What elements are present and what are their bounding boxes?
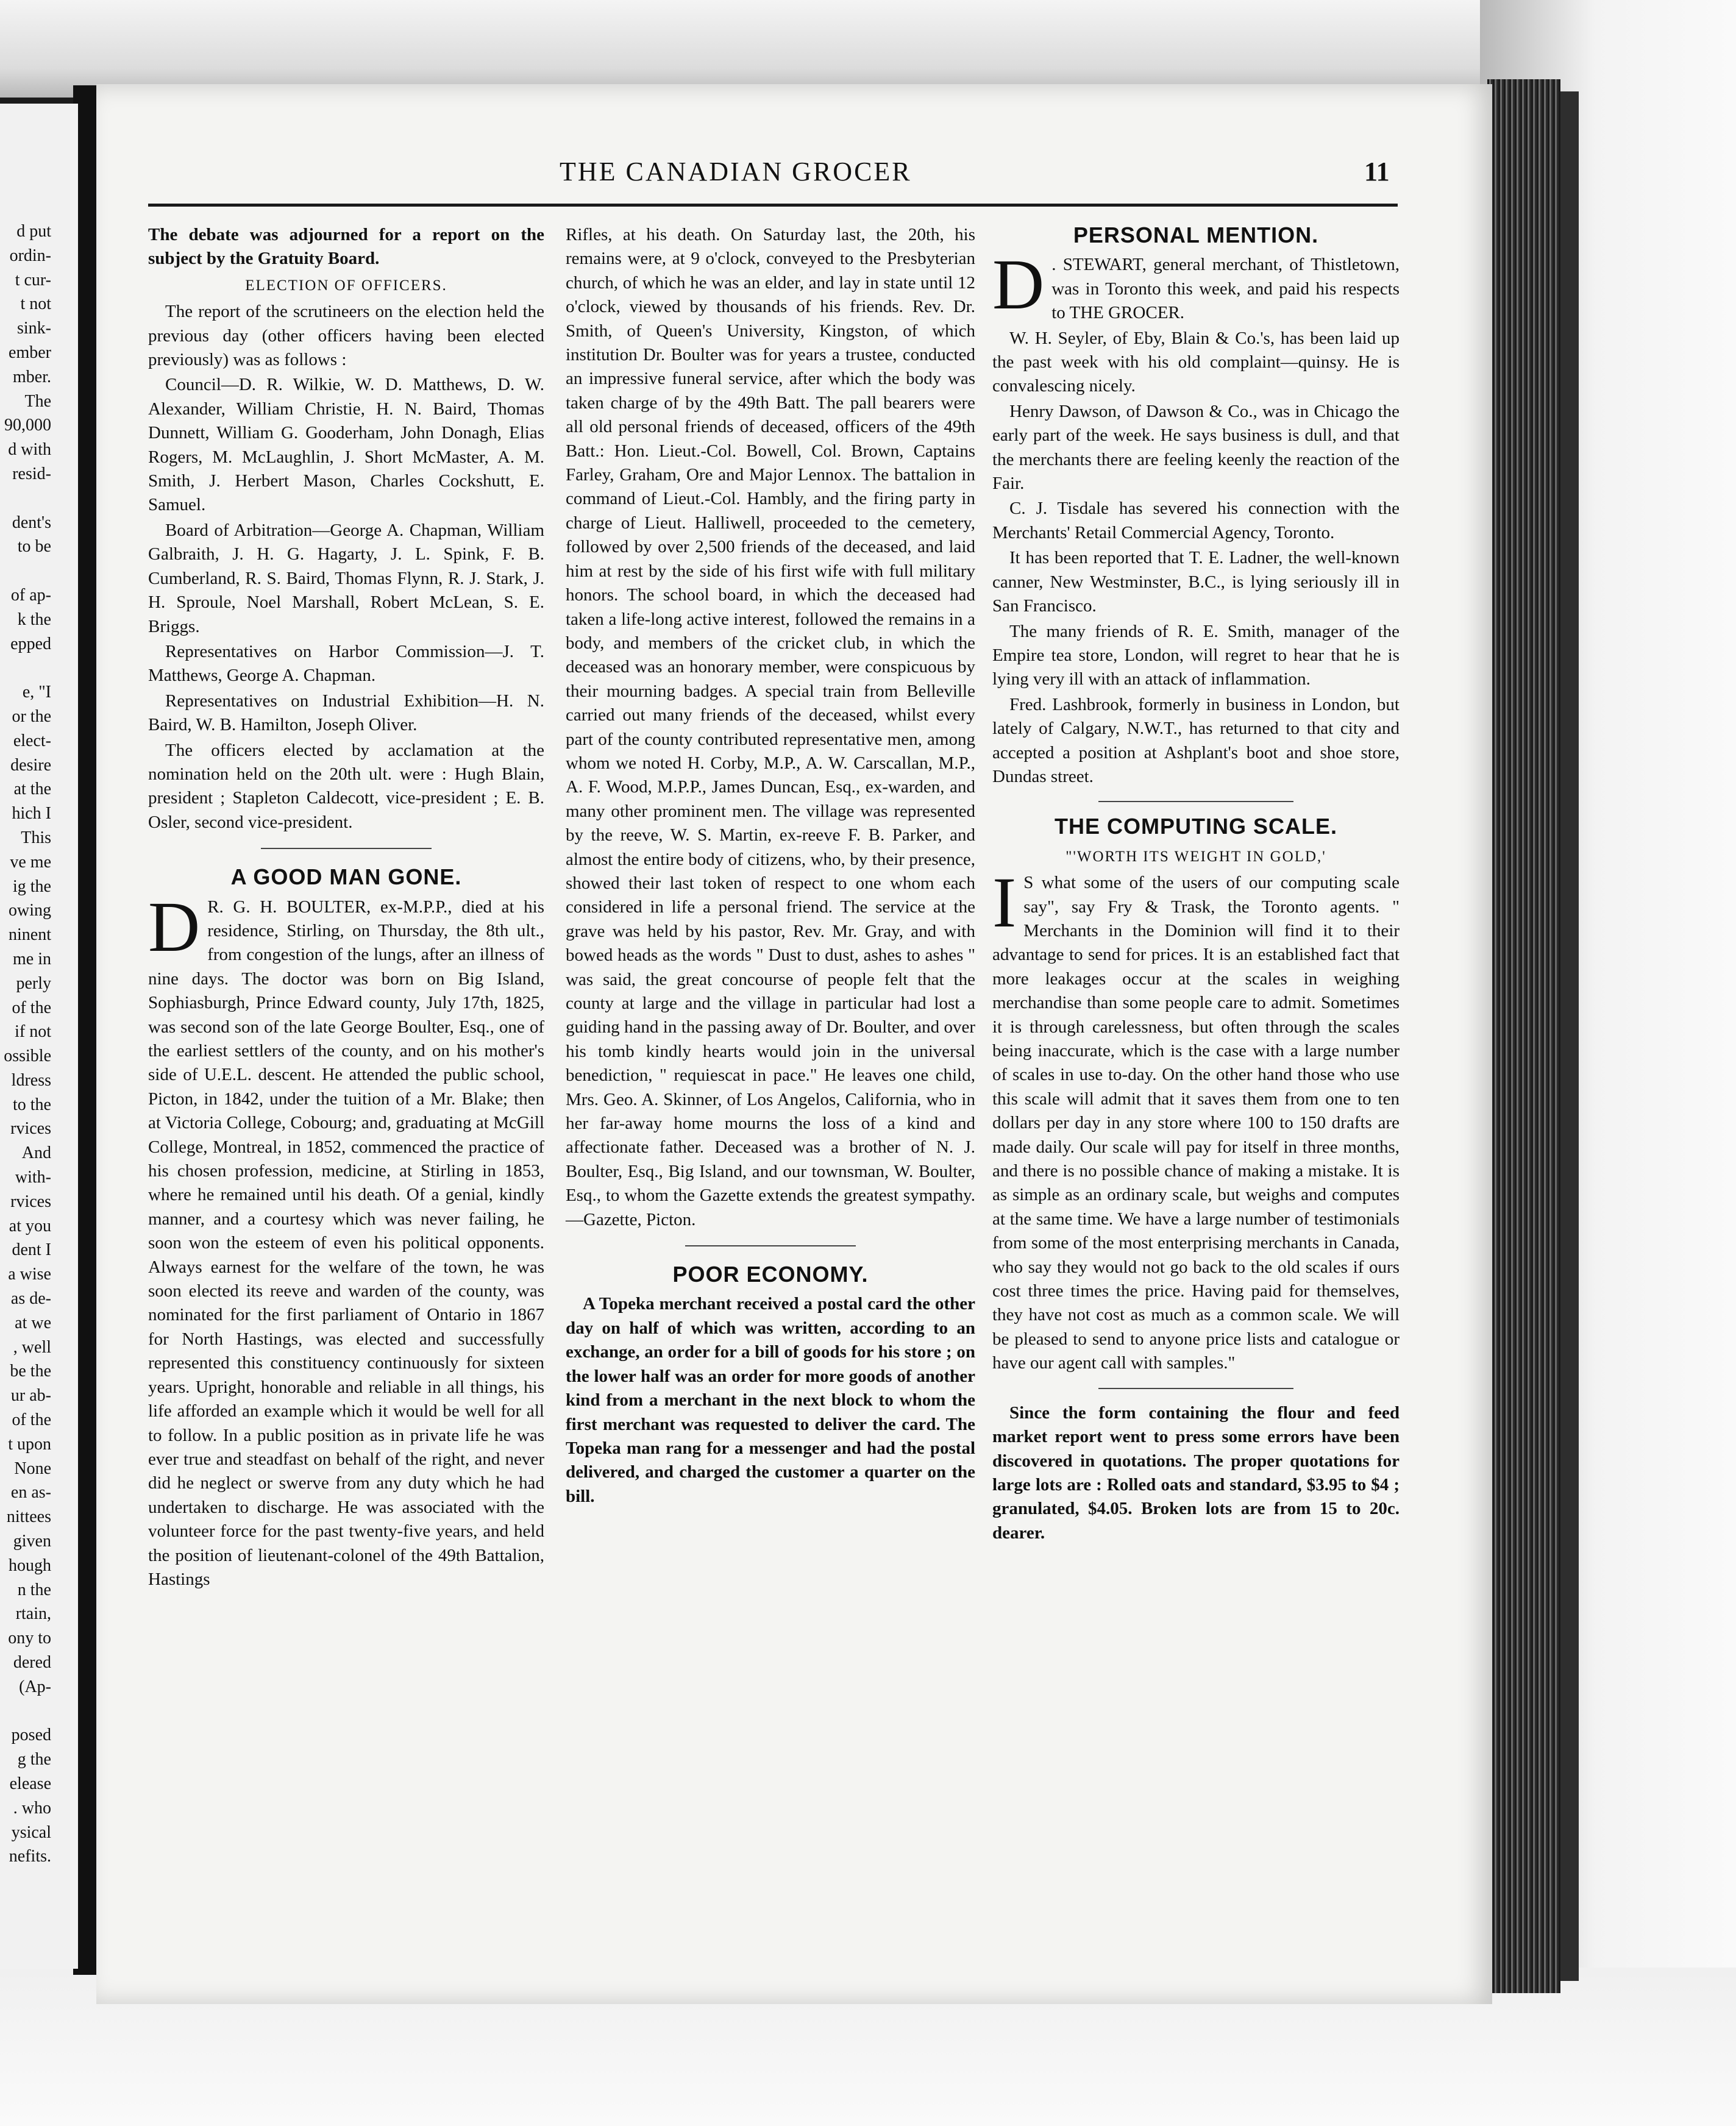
facing-page-fragment xyxy=(0,559,51,583)
facing-page-edge xyxy=(0,104,78,1969)
facing-page-fragment: (Ap- xyxy=(19,1677,51,1696)
facing-page-fragment: ldress xyxy=(11,1070,51,1090)
harbor-paragraph: Representatives on Harbor Commission—J. T. Matthews, George A. Chapman. xyxy=(148,641,544,686)
facing-page-fragment: nittees xyxy=(6,1507,51,1527)
arbitration-paragraph: Board of Arbitration—George A. Chapman, William Galbraith, J. H. G. Hagarty, J. L. Spink, F. B. Cumberland, R. S. Baird, Thomas Flynn, R. J. Stark, J. H. Sproule, Noel Marshall, Robert McLean, S. E. Briggs. xyxy=(148,520,544,636)
facing-page-fragment: And xyxy=(21,1143,51,1163)
facing-page-fragment: at we xyxy=(15,1313,51,1332)
facing-page-fragment: if not xyxy=(15,1022,51,1042)
facing-page-fragment: or the xyxy=(12,706,51,726)
facing-page-fragment: None xyxy=(14,1459,51,1478)
facing-page-fragment: e, "I xyxy=(22,683,51,702)
personal-dropcap: D xyxy=(992,244,1045,325)
facing-page-fragment: elease xyxy=(9,1774,51,1793)
facing-page-fragment: a wise xyxy=(8,1265,51,1284)
facing-page-fragment: ordin- xyxy=(9,246,51,265)
facing-page-fragment: ossible xyxy=(4,1047,51,1066)
facing-page-fragment: This xyxy=(21,828,51,847)
facing-page-fragment: dered xyxy=(13,1653,51,1673)
facing-page-fragment: to be xyxy=(17,537,51,556)
page-number: 11 xyxy=(1364,157,1390,187)
debate-paragraph: The debate was adjourned for a report on the subject by the Gratuity Board. xyxy=(148,225,544,269)
facing-page-fragment: owing xyxy=(9,901,51,920)
exhibition-paragraph: Representatives on Industrial Exhibition—H. N. Baird, W. B. Hamilton, Joseph Oliver. xyxy=(148,691,544,735)
scrutineers-paragraph: The report of the scrutineers on the election held the previous day (other officers having been elected previously) was as follows : xyxy=(148,302,544,370)
facing-page-fragment: of the xyxy=(12,1410,51,1430)
facing-page-fragment: t upon xyxy=(8,1434,51,1454)
facing-page-fragment: at you xyxy=(9,1216,51,1235)
facing-page-fragment: given xyxy=(13,1532,51,1551)
section-rule xyxy=(1098,801,1293,802)
facing-page-fragment: ysical xyxy=(11,1822,51,1842)
facing-page-fragment: elect- xyxy=(13,731,51,750)
facing-page-fragment: hough xyxy=(9,1555,51,1575)
seyler-paragraph: W. H. Seyler, of Eby, Blain & Co.'s, has been laid up the past week with his old complaint—quinsy. He is convalescing nicely. xyxy=(992,328,1400,396)
facing-page-fragment: g the xyxy=(17,1750,51,1769)
stewart-text: . STEWART, general merchant, of Thistletown, was in Toronto this week, and paid his respects to THE GROCER. xyxy=(1051,255,1400,323)
facing-page-fragment: at the xyxy=(13,780,51,799)
running-head xyxy=(96,156,1492,193)
acclamation-paragraph: The officers elected by acclamation at the nomination held on the 20th ult. were : Hugh Blain, president ; Stapleton Caldecott, vice-president ; E. B. Osler, second vice-president. xyxy=(148,740,544,832)
facing-page-fragment: d put xyxy=(16,222,51,241)
boulter-continued: Rifles, at his death. On Saturday last, the 20th, his remains were, at 9 o'clock, conveyed to the Presbyterian church, of which he was an elder, and lay in state until 12 o'clock, viewed by thousands of his friends. Rev. Dr. Smith, of Queen's University, Kingston, of which institution Dr. Boulter was for years a trustee, conducted an impressive funeral service, after which the body was taken charge of by the 49th Batt. The pall bearers were all old personal friends of deceased, officers of the 49th Batt.: Hon. Lieut.-Col. Bowell, Col. Brown, Captains Farley, Graham, Ore and Major Lennox. The battalion in command of Lieut.-Col. Hambly, and the firing party in charge of Lieut. Halliwell, proceeded to the cemetery, followed by over 2,500 friends of the deceased, and laid him at rest by the side of his first wife with full military honors. The school board, in which the deceased had taken a life-long active interest, followed the remains in a body, and members of the cricket club, in which the deceased was an honorary member, were conspicuous by their mourning badges. A special train from Belleville carried out many friends of the deceased, whilst every part of the county contributed representative men, among whom we noted H. Corby, M.P., A. W. Carscallan, M.P., A. F. Wood, M.P.P., James Duncan, Esq., ex-warden, and many other prominent men. The village was represented by the reeve, W. S. Martin, ex-reeve F. B. Parker, and almost the entire body of citizens, who, by their presence, showed their last token of respect to one whom each considered in life a personal friend. The service at the grave was held by his pastor, Rev. Mr. Gray, and with bowed heads as the words " Dust to dust, ashes to ashes " was said, the great concourse of people felt that the county at large and the village in particular had lost a guiding hand in the passing away of Dr. Boulter, and over his tomb kindly hearts would join in the universal benediction, " requiescat in pace." He leaves one child, Mrs. Geo. A. Skinner, of Los Angelos, California, who in her far-away home mourns the loss of a kind and affectionate father. Deceased was a brother of N. J. Boulter, Esq., Big Island, and our townsman, W. Boulter, Esq., to whom the Gazette extends the greatest sympathy.—Gazette, Picton. xyxy=(566,225,975,1229)
facing-page-fragment: ony to xyxy=(8,1629,51,1648)
facing-page-fragment: t not xyxy=(20,294,51,314)
facing-page-fragment: ur ab- xyxy=(10,1386,51,1406)
facing-page-fragment: The xyxy=(24,391,51,411)
facing-page-fragment: n the xyxy=(17,1580,51,1599)
election-heading: ELECTION OF OFFICERS. xyxy=(245,277,447,294)
facing-page-fragment xyxy=(0,486,51,511)
facing-page-fragment: d with xyxy=(8,440,51,460)
facing-page-fragment: ig the xyxy=(13,876,51,896)
good-man-heading: A GOOD MAN GONE. xyxy=(230,864,462,890)
facing-page-fragment: t cur- xyxy=(15,270,51,290)
facing-page-fragments xyxy=(0,104,78,1869)
book-cover-edge xyxy=(1560,91,1579,1981)
computing-text: S what some of the users of our computing scale say", say Fry & Trask, the Toronto agents. " Merchants in the Dominion will find it to their advantage to send for prices. It is an established fact that more leakages occur at the scales in weighing merchandise than some people care to admit. Sometimes it is through carelessness, but often through the scales being inaccurate, which is the case with a large number of scales in use to-day. On the other hand those who use this scale will admit that it saves them from one to ten dollars per day in any store where 100 to 150 drafts are made daily. Our scale will pay for itself in three months, and there is no possible chance of making a mistake. It is as simple as an ordinary scale, but weighs and computes at the same time. We have a large number of testimonials from some of the most enterprising merchants in Canada, who say they would not go back to the old scales if ours cost three times the price. Having paid for themselves, they have not cost as much as a common scale. We will be pleased to send to anyone price lists and catalogue or have our agent call with samples." xyxy=(992,873,1400,1373)
computing-scale-subheading: "'WORTH ITS WEIGHT IN GOLD,' xyxy=(1065,848,1326,865)
computing-scale-body xyxy=(992,862,1400,1376)
facing-page-fragment: as de- xyxy=(10,1289,51,1309)
facing-page-fragment: with- xyxy=(15,1168,51,1187)
facing-page-fragment: epped xyxy=(10,634,51,653)
facing-page-fragment: en as- xyxy=(10,1483,51,1502)
facing-page-fragment: rvices xyxy=(10,1192,51,1211)
poor-economy-body: A Topeka merchant received a postal card the other day on half of which was written, according to an exchange, an order for a bill of goods for his store ; on the lower half was an order for more goods of another kind from a merchant in the next block to whom the first merchant was requested to deliver the card. The Topeka man rang for a messenger and had the postal delivered, and charged the customer a quarter on the bill. xyxy=(566,1294,975,1506)
good-man-text: R. G. H. BOULTER, ex-M.P.P., died at his residence, Stirling, on Thursday, the 8th ult., from congestion of the lungs, after an illness of nine days. The doctor was born on Big Island, Sophiasburgh, Prince Edward county, July 17th, 1825, was second son of the late George Boulter, Esq., one of the earliest settlers of the county, and on his mother's side of U.E.L. descent. He attended the public school, Picton, in 1842, under the tuition of a Mr. Blake; then at Victoria College, Cobourg; and, graduating at McGill College, Montreal, in 1852, commenced the practice of his chosen profession, medicine, at Stirling in 1853, where he remained until his death. Of a genial, kindly manner, and a courtesy which was never failing, he soon won the esteem of even his political opponents. Always earnest for the welfare of the town, he was soon elected its reeve and warden of the county, was nominated for the first parliament of Ontario in 1867 for North Hastings, was elected and successfully represented this constituency continuously for sixteen years. Upright, honorable and reliable in all things, his life afforded an example which it would be well for all to follow. In a public position as in private life he was ever true and steadfast on behalf of the right, and never did he neglect or swerve from any duty which he had undertaken to discharge. He was associated with the volunteer force for the past twenty-five years, and held the position of lieutenant-colonel of the 49th Battalion, Hastings xyxy=(148,897,544,1589)
good-man-dropcap: D xyxy=(148,886,201,967)
flour-note: Since the form containing the flour and feed market report went to press some errors have been discovered in quotations. The proper quotations for large lots are : Rolled oats and standard, $3.95 to $4 ; granulated, $4.05. Broken lots are from 15 to 20c. dearer. xyxy=(992,1403,1400,1543)
facing-page-fragment: , well xyxy=(13,1337,51,1357)
facing-page-fragment: . who xyxy=(13,1798,51,1818)
good-man-body xyxy=(148,886,544,1592)
ladner-paragraph: It has been reported that T. E. Ladner, the well-known canner, New Westminster, B.C., is lying seriously ill in San Francisco. xyxy=(992,548,1400,616)
facing-page-fragment: dent I xyxy=(12,1240,51,1260)
background-top xyxy=(0,0,1736,98)
lashbrook-paragraph: Fred. Lashbrook, formerly in business in London, but lately of Calgary, N.W.T., has returned to that city and accepted a position at Ashplant's boot and shoe store, Dundas street. xyxy=(992,694,1400,786)
section-rule xyxy=(1098,1388,1293,1389)
facing-page-fragment: be the xyxy=(10,1362,51,1381)
facing-page-fragment: perly xyxy=(16,973,51,993)
facing-page-fragment: rtain, xyxy=(15,1604,51,1624)
tisdale-paragraph: C. J. Tisdale has severed his connection with the Merchants' Retail Commercial Agency, Toronto. xyxy=(992,499,1400,542)
facing-page-fragment: resid- xyxy=(12,464,51,483)
publication-title: THE CANADIAN GROCER xyxy=(560,157,912,187)
facing-page-fragment xyxy=(0,656,51,680)
facing-page-fragment xyxy=(0,1699,51,1724)
facing-page-fragment: ninent xyxy=(9,925,51,945)
facing-page-fragment: posed xyxy=(11,1726,51,1745)
computing-dropcap: I xyxy=(992,862,1017,943)
facing-page-fragment: k the xyxy=(17,610,51,629)
facing-page-fragment: sink- xyxy=(17,319,51,338)
column-1 xyxy=(148,223,544,1593)
stewart-paragraph xyxy=(992,244,1400,325)
dawson-paragraph: Henry Dawson, of Dawson & Co., was in Chicago the early part of the week. He says business is dull, and that the merchants there are feeling keenly the reaction of the Fair. xyxy=(992,401,1400,494)
column-2 xyxy=(566,223,975,1510)
facing-page-fragment: dent's xyxy=(12,513,51,532)
page-stack-edge xyxy=(1487,79,1560,1993)
personal-mention-heading: PERSONAL MENTION. xyxy=(1073,222,1319,247)
newspaper-page xyxy=(96,84,1492,2004)
facing-page-fragment: hich I xyxy=(12,804,51,823)
council-paragraph: Council—D. R. Wilkie, W. D. Matthews, D. W. Alexander, William Christie, H. N. Baird, Thomas Dunnett, William G. Gooderham, John Donagh, Elias Rogers, M. McLaughlin, J. Short McMaster, A. M. Smith, J. Herbert Mason, Charles Cockshutt, E. Samuel. xyxy=(148,375,544,515)
facing-page-fragment: 90,000 xyxy=(4,416,51,435)
computing-scale-heading: THE COMPUTING SCALE. xyxy=(1054,814,1337,839)
section-rule xyxy=(685,1245,856,1246)
facing-page-fragment: ember xyxy=(9,343,51,362)
facing-page-fragment: to the xyxy=(13,1095,51,1114)
facing-page-fragment: ve me xyxy=(10,852,51,872)
section-rule xyxy=(261,848,432,849)
facing-page-fragment: nefits. xyxy=(9,1847,51,1866)
facing-page-fragment: desire xyxy=(10,755,51,775)
header-rule xyxy=(148,204,1398,207)
facing-page-fragment: rvices xyxy=(10,1119,51,1139)
facing-page-fragment: mber. xyxy=(13,367,51,386)
poor-economy-heading: POOR ECONOMY. xyxy=(672,1262,869,1287)
column-3 xyxy=(992,223,1400,1546)
facing-page-fragment: me in xyxy=(13,949,51,969)
facing-page-fragment: of the xyxy=(12,998,51,1017)
facing-page-fragment: of ap- xyxy=(10,585,51,605)
smith-paragraph: The many friends of R. E. Smith, manager of the Empire tea store, London, will regret to hear that he is lying very ill with an attack of inflammation. xyxy=(992,621,1400,689)
